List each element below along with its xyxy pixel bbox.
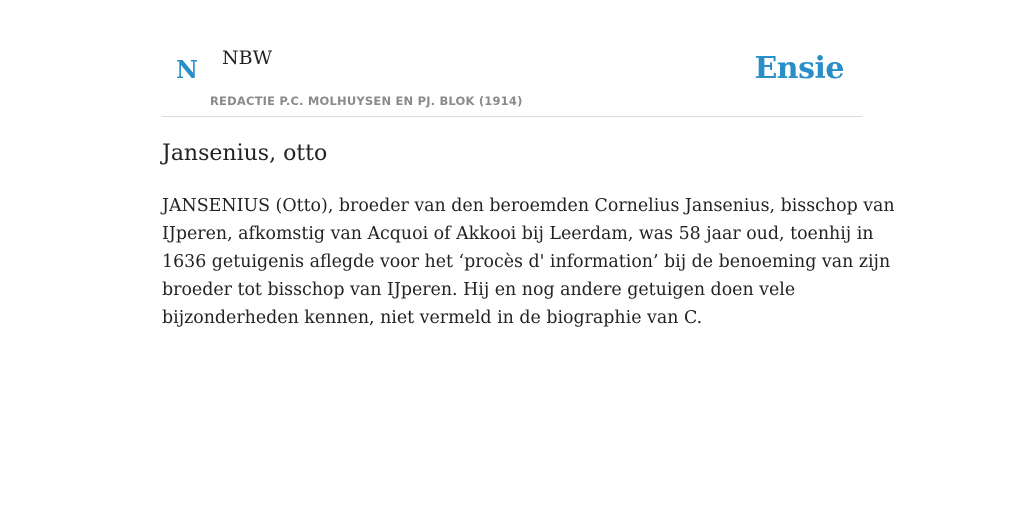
entry-body-line: bijzonderheden kennen, niet vermeld in de biographie van C. xyxy=(162,308,703,328)
entry-body xyxy=(162,192,895,332)
entry-body-line: JANSENIUS (Otto), broeder van den beroemden Cornelius Jansenius, bisschop van xyxy=(162,196,895,216)
ensie-logo[interactable]: Ensie xyxy=(754,51,844,86)
nbw-logo[interactable]: N xyxy=(176,55,198,84)
editors-credit: REDACTIE P.C. MOLHUYSEN EN PJ. BLOK (1914) xyxy=(210,94,523,108)
entry-body-line: IJperen, afkomstig van Acquoi of Akkooi bij Leerdam, was 58 jaar oud, toenhij in xyxy=(162,224,874,244)
site-header xyxy=(162,0,862,117)
entry-body-line: broeder tot bisschop van IJperen. Hij en nog andere getuigen doen vele xyxy=(162,280,796,300)
entry-title: Jansenius, otto xyxy=(162,141,328,166)
series-name[interactable]: NBW xyxy=(222,47,273,69)
entry-body-line: 1636 getuigenis aflegde voor het ‘procès d' information’ bij de benoeming van zijn xyxy=(162,252,891,272)
